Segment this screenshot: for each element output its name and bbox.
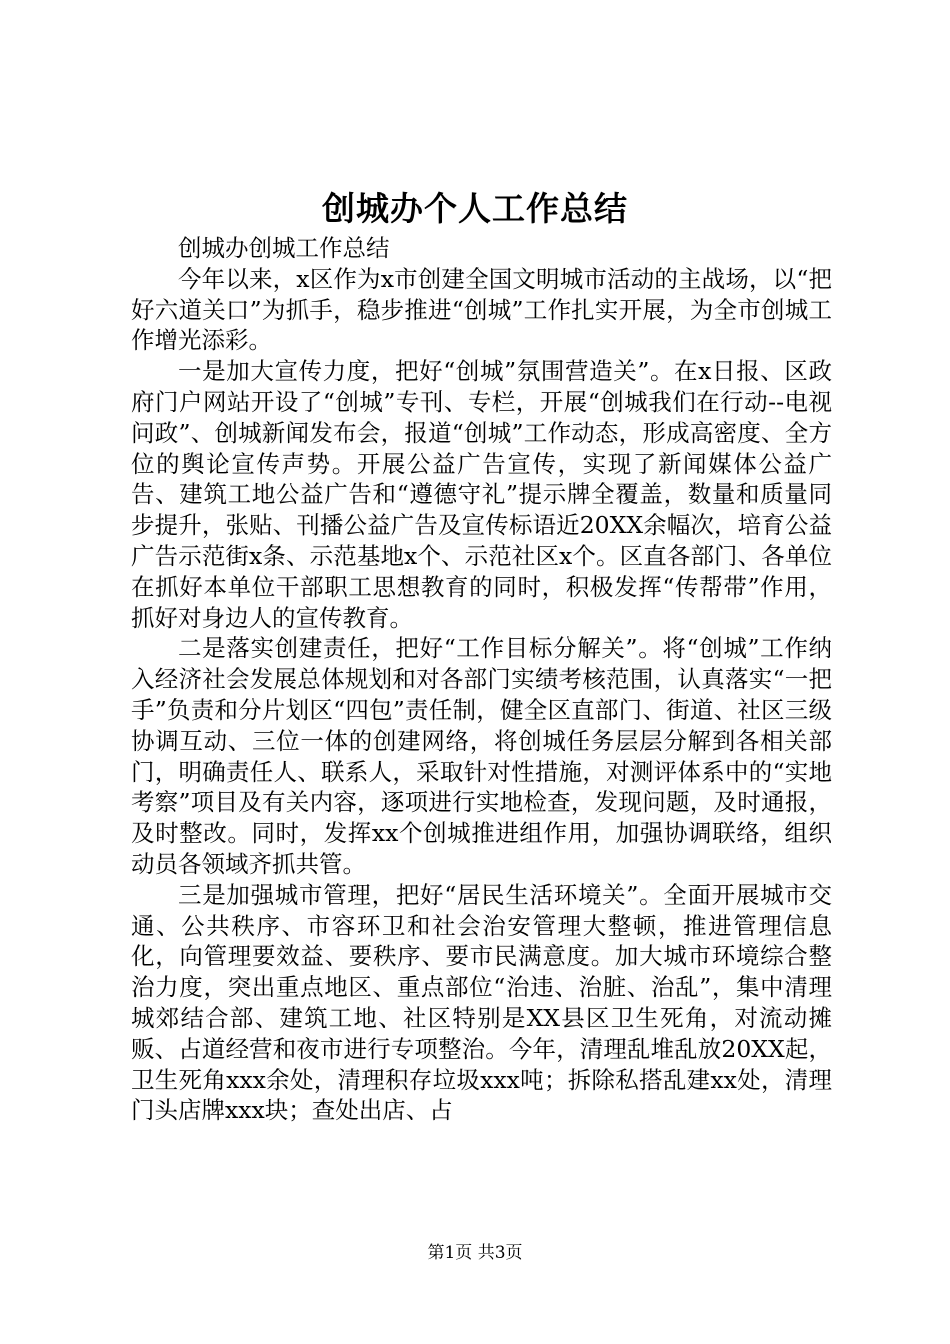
document-subtitle: 创城办创城工作总结 xyxy=(178,234,390,262)
page-number-footer: 第1页 共3页 xyxy=(427,1243,523,1263)
paragraph-responsibility: 二是落实创建责任，把好“工作目标分解关”。将“创城”工作纳入经济社会发展总体规划和对各部门实绩考核范围，认真落实“一把手”负责和分片划区“四包”责任制，健全区直部门、街道、社区三级协调互动、三位一体的创建网络，将创城任务层层分解到各相关部门，明确责任人、联系人，采取针对性措施，对测评体系中的“实地考察”项目及有关内容，逐项进行实地检查，发现问题，及时通报，及时整改。同时，发挥xx个创城推进组作用，加强协调联络，组织动员各领域齐抓共管。 xyxy=(131,634,832,878)
document-title: 创城办个人工作总结 xyxy=(322,189,628,228)
paragraph-city-management: 三是加强城市管理，把好“居民生活环境关”。全面开展城市交通、公共秩序、市容环卫和社会治安管理大整顿，推进管理信息化，向管理要效益、要秩序、要市民满意度。加大城市环境综合整治力度，突出重点地区、重点部位“治违、治脏、治乱”，集中清理城郊结合部、建筑工地、社区特别是XX县区卫生死角，对流动摊贩、占道经营和夜市进行专项整治。今年，清理乱堆乱放20XX起，卫生死角xxx余处，清理积存垃圾xxx吨；拆除私搭乱建xx处，清理门头店牌xxx块；查处出店、占 xyxy=(131,880,832,1125)
paragraph-intro: 今年以来，x区作为x市创建全国文明城市活动的主战场，以“把好六道关口”为抓手，稳步推进“创城”工作扎实开展，为全市创城工作增光添彩。 xyxy=(131,264,832,355)
paragraph-publicity: 一是加大宣传力度，把好“创城”氛围营造关”。在x日报、区政府门户网站开设了“创城”专刊、专栏，开展“创城我们在行动--电视问政”、创城新闻发布会，报道“创城”工作动态，形成高密度、全方位的舆论宣传声势。开展公益广告宣传，实现了新闻媒体公益广告、建筑工地公益广告和“遵德守礼”提示牌全覆盖，数量和质量同步提升，张贴、刊播公益广告及宣传标语近20XX余幅次，培育公益广告示范街x条、示范基地x个、示范社区x个。区直各部门、各单位在抓好本单位干部职工思想教育的同时，积极发挥“传帮带”作用，抓好对身边人的宣传教育。 xyxy=(131,357,832,632)
document-body xyxy=(131,233,832,1126)
